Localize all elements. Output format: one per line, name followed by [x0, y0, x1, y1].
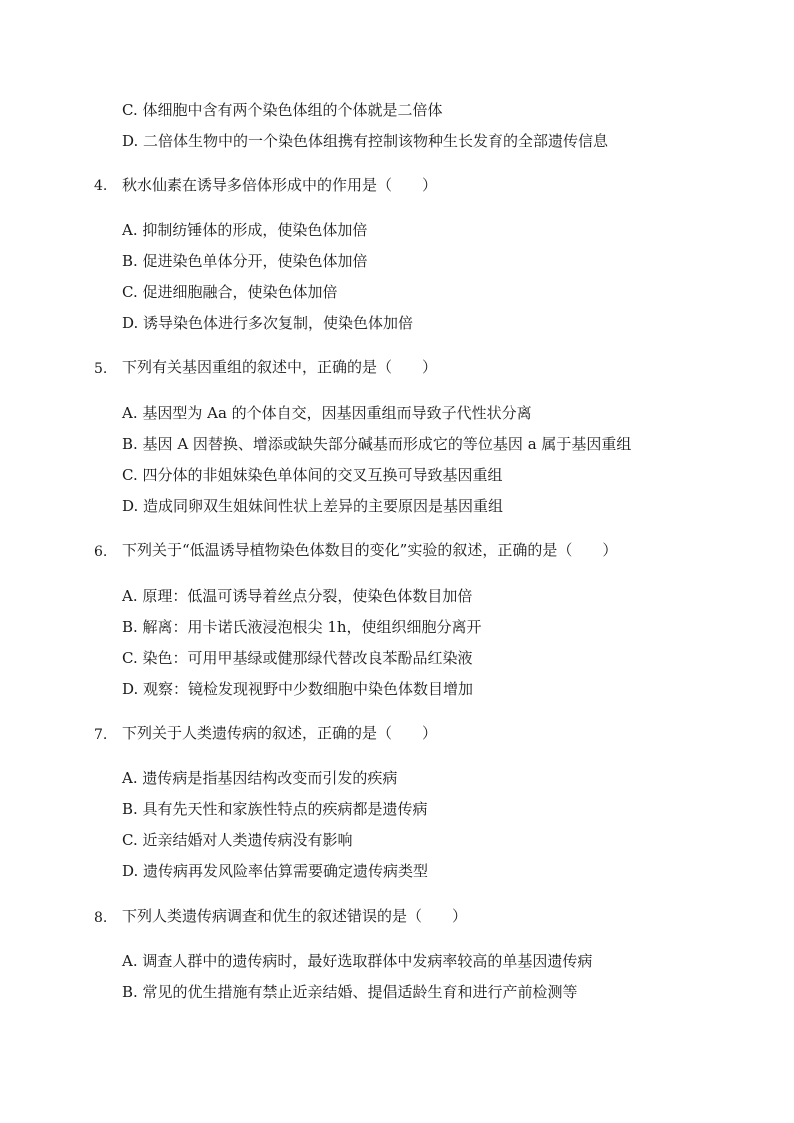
option-c: C. 染色：可用甲基绿或健那绿代替改良苯酚品红染液: [122, 649, 473, 667]
question-stem: 下列有关基因重组的叙述中，正确的是（ ）: [122, 358, 438, 376]
question-stem: 秋水仙素在诱导多倍体形成中的作用是（ ）: [122, 176, 438, 194]
option-d-prev: D. 二倍体生物中的一个染色体组携有控制该物种生长发育的全部遗传信息: [122, 132, 609, 150]
option-b: B. 常见的优生措施有禁止近亲结婚、提倡适龄生育和进行产前检测等: [122, 983, 578, 1001]
option-c: C. 近亲结婚对人类遗传病没有影响: [122, 831, 353, 849]
option-b: B. 具有先天性和家族性特点的疾病都是遗传病: [122, 800, 428, 818]
question-stem: 下列关于人类遗传病的叙述，正确的是（ ）: [122, 724, 438, 742]
option-d: D. 遗传病再发风险率估算需要确定遗传病类型: [122, 862, 429, 880]
question-stem: 下列人类遗传病调查和优生的叙述错误的是（ ）: [122, 907, 468, 925]
question-stem: 下列关于“低温诱导植物染色体数目的变化”实验的叙述，正确的是（ ）: [122, 541, 618, 559]
option-a: A. 基因型为 Aa 的个体自交，因基因重组而导致子代性状分离: [122, 404, 532, 422]
option-a: A. 原理：低温可诱导着丝点分裂，使染色体数目加倍: [122, 587, 473, 605]
question-number: 4.: [94, 178, 108, 194]
option-d: D. 观察：镜检发现视野中少数细胞中染色体数目增加: [122, 680, 474, 698]
option-b: B. 解离：用卡诺氏液浸泡根尖 1h，使组织细胞分离开: [122, 618, 482, 636]
option-c: C. 四分体的非姐妹染色单体间的交叉互换可导致基因重组: [122, 466, 503, 484]
option-d: D. 诱导染色体进行多次复制，使染色体加倍: [122, 314, 414, 332]
option-b: B. 基因 A 因替换、增添或缺失部分碱基而形成它的等位基因 a 属于基因重组: [122, 435, 632, 453]
option-c-prev: C. 体细胞中含有两个染色体组的个体就是二倍体: [122, 101, 443, 119]
option-a: A. 抑制纺锤体的形成，使染色体加倍: [122, 221, 368, 239]
option-c: C. 促进细胞融合，使染色体加倍: [122, 283, 338, 301]
option-d: D. 造成同卵双生姐妹间性状上差异的主要原因是基因重组: [122, 497, 504, 515]
question-number: 7.: [94, 727, 108, 743]
option-a: A. 遗传病是指基因结构改变而引发的疾病: [122, 769, 398, 787]
option-b: B. 促进染色单体分开，使染色体加倍: [122, 252, 368, 270]
question-number: 6.: [94, 544, 108, 560]
question-number: 8.: [94, 910, 108, 926]
question-number: 5.: [94, 361, 108, 377]
option-a: A. 调查人群中的遗传病时，最好选取群体中发病率较高的单基因遗传病: [122, 952, 593, 970]
